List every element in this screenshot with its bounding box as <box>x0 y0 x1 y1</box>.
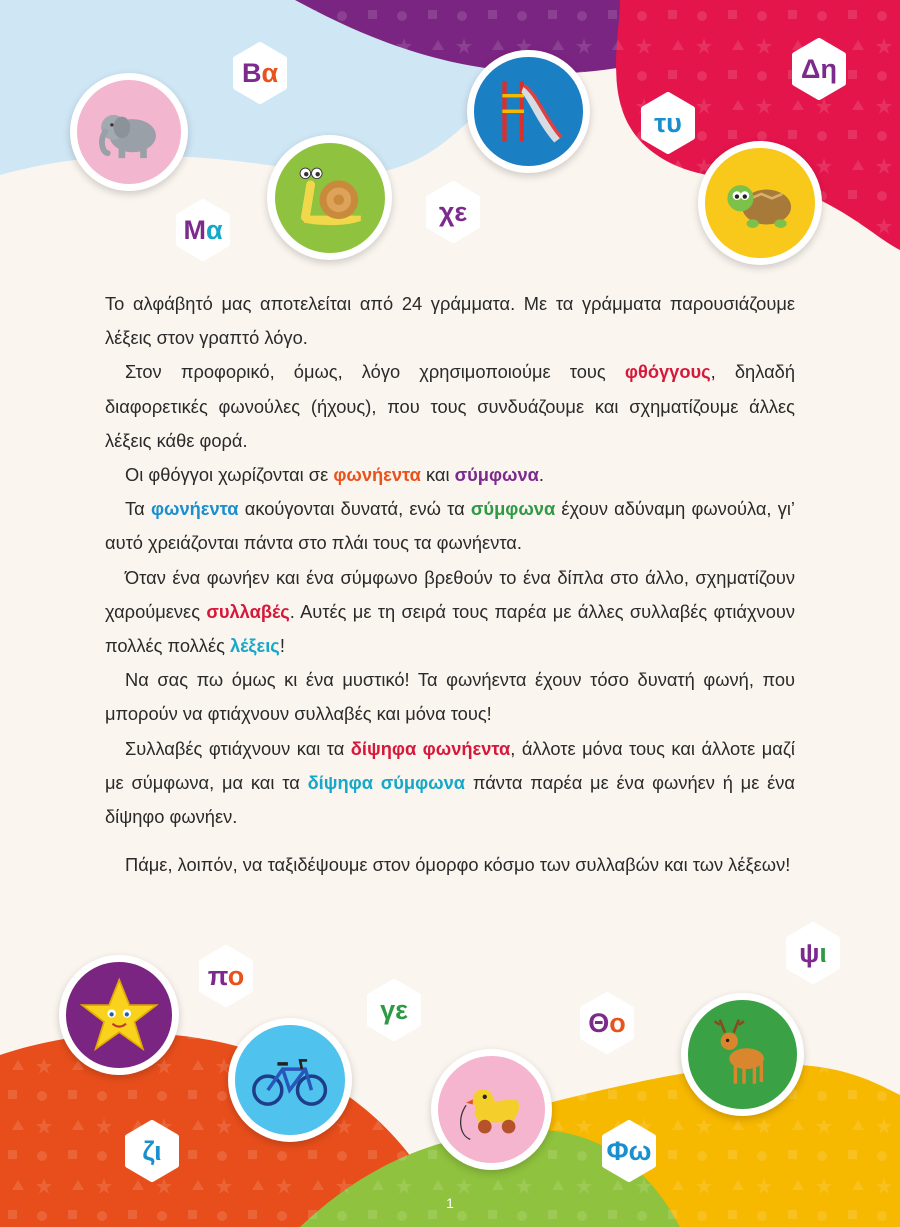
syllable-badge-ba <box>229 42 291 104</box>
elephant-icon <box>87 90 170 173</box>
text-segment: , δηλαδή διαφορετικές φωνούλες (ήχους), που τους συνδυάζουμε και σχηματίζουμε άλλες λέξεις κάθε φορά. <box>105 361 795 451</box>
syllable-badge-ge <box>363 979 425 1041</box>
body-text <box>105 287 795 882</box>
turtle-circle <box>698 141 822 265</box>
syllable-first: χ <box>438 196 455 227</box>
paragraph-7 <box>105 732 795 835</box>
syllable-second: υ <box>666 107 682 138</box>
text-segment: και <box>420 464 455 486</box>
bicycle-circle <box>228 1018 352 1142</box>
text-segment: ακούγονται δυνατά, ενώ τα <box>238 498 471 520</box>
syllable-second: ι <box>154 1135 162 1166</box>
syllable-badge-xe <box>422 181 484 243</box>
syllable-badge-fo <box>598 1120 660 1182</box>
syllable-badge-di <box>788 38 850 100</box>
paragraph-1: Το αλφάβητό μας αποτελείται από 24 γράμματα. Με τα γράμματα παρουσιάζουμε λέξεις στον γραπτό λόγο. <box>105 293 795 349</box>
text-segment: πάντα παρέα με ένα φωνήεν ή με ένα δίψηφο φωνήεν. <box>105 771 795 828</box>
syllable-first: Δ <box>801 53 821 84</box>
highlight-symfona: σύμφωνα <box>470 498 556 520</box>
deer-circle <box>681 993 804 1116</box>
syllable-second: η <box>820 53 837 84</box>
highlight-syllaves: συλλαβές <box>206 600 290 622</box>
highlight-dipsifa-symfona: δίψηφα σύμφωνα <box>307 771 466 793</box>
syllable-first: Φ <box>606 1135 629 1166</box>
syllable-badge-po <box>195 945 257 1007</box>
syllable-second: ε <box>395 994 408 1025</box>
paragraph-3 <box>105 458 795 492</box>
star-circle <box>59 955 179 1075</box>
syllable-badge-zi <box>121 1120 183 1182</box>
text-segment: Συλλαβές φτιάχνουν και τα <box>125 737 351 759</box>
syllable-badge-ty <box>637 92 699 154</box>
turtle-icon <box>716 159 803 246</box>
elephant-circle <box>70 73 188 191</box>
text-segment: Στον προφορικό, όμως, λόγο χρησιμοποιούμε τους <box>125 361 625 383</box>
syllable-badge-tho <box>576 992 638 1054</box>
syllable-second: ε <box>454 196 468 227</box>
syllable-badge-ma <box>172 199 234 261</box>
snail-circle <box>267 135 392 260</box>
duck-toy-circle <box>431 1049 552 1170</box>
slide-icon <box>485 68 572 155</box>
syllable-first: Β <box>241 57 262 88</box>
slide-circle <box>467 50 590 173</box>
syllable-second: ι <box>819 937 827 968</box>
syllable-first: τ <box>654 107 667 138</box>
highlight-fonienta: φωνήεντα <box>333 464 421 486</box>
syllable-second: ο <box>227 960 245 991</box>
snail-icon <box>286 154 374 242</box>
highlight-lekseis: λέξεις <box>230 635 280 657</box>
text-segment: Οι φθόγγοι χωρίζονται σε <box>125 464 334 486</box>
highlight-dipsifa-fonienta: δίψηφα φωνήεντα <box>350 737 511 759</box>
syllable-second: ο <box>609 1007 626 1038</box>
duck-toy-icon <box>449 1067 534 1152</box>
highlight-symfona: σύμφωνα <box>454 464 539 486</box>
syllable-first: π <box>207 960 228 991</box>
text-segment: έχουν αδύναμη φωνούλα, γι’ αυτό χρειάζονται πάντα στο πλάι τους τα φωνήεντα. <box>105 498 795 554</box>
text-segment: . <box>538 464 544 486</box>
text-segment: Τα <box>125 498 151 520</box>
text-segment: . Αυτές με τη σειρά τους παρέα με άλλες συλλαβές φτιάχνουν πολλές πολλές <box>105 600 795 657</box>
syllable-first: Θ <box>588 1007 610 1038</box>
syllable-second: ω <box>628 1135 652 1166</box>
syllable-first: ζ <box>142 1135 155 1166</box>
text-segment: Όταν ένα φωνήεν και ένα σύμφωνο βρεθούν το ένα δίπλα στο άλλο, σχηματίζουν χαρούμενες <box>105 566 795 622</box>
syllable-first: ψ <box>799 937 820 968</box>
paragraph-5 <box>105 561 795 664</box>
paragraph-6: Να σας πω όμως κι ένα μυστικό! Τα φωνήεντα έχουν τόσο δυνατή φωνή, που μπορούν να φτιάχνουν συλλαβές και μόνα τους! <box>105 669 795 725</box>
highlight-fthoggous: φθόγγους <box>624 361 711 383</box>
highlight-fonienta: φωνήεντα <box>150 498 239 520</box>
paragraph-4 <box>105 492 795 560</box>
text-segment: ! <box>279 635 285 657</box>
paragraph-8: Πάμε, λοιπόν, να ταξιδέψουμε στον όμορφο κόσμο των συλλαβών και των λέξεων! <box>125 854 791 876</box>
bicycle-icon <box>246 1036 333 1123</box>
page-number: 1 <box>446 1195 454 1211</box>
star-icon <box>77 973 161 1057</box>
syllable-badge-psi <box>782 922 844 984</box>
text-segment: , άλλοτε μόνα τους και άλλοτε μαζί με σύμφωνα, μα και τα <box>105 737 795 793</box>
syllable-first: γ <box>380 994 396 1025</box>
paragraph-2 <box>105 355 795 458</box>
syllable-first: Μ <box>183 214 206 245</box>
syllable-second: α <box>205 214 223 245</box>
deer-icon <box>699 1011 786 1098</box>
syllable-second: α <box>261 57 279 88</box>
